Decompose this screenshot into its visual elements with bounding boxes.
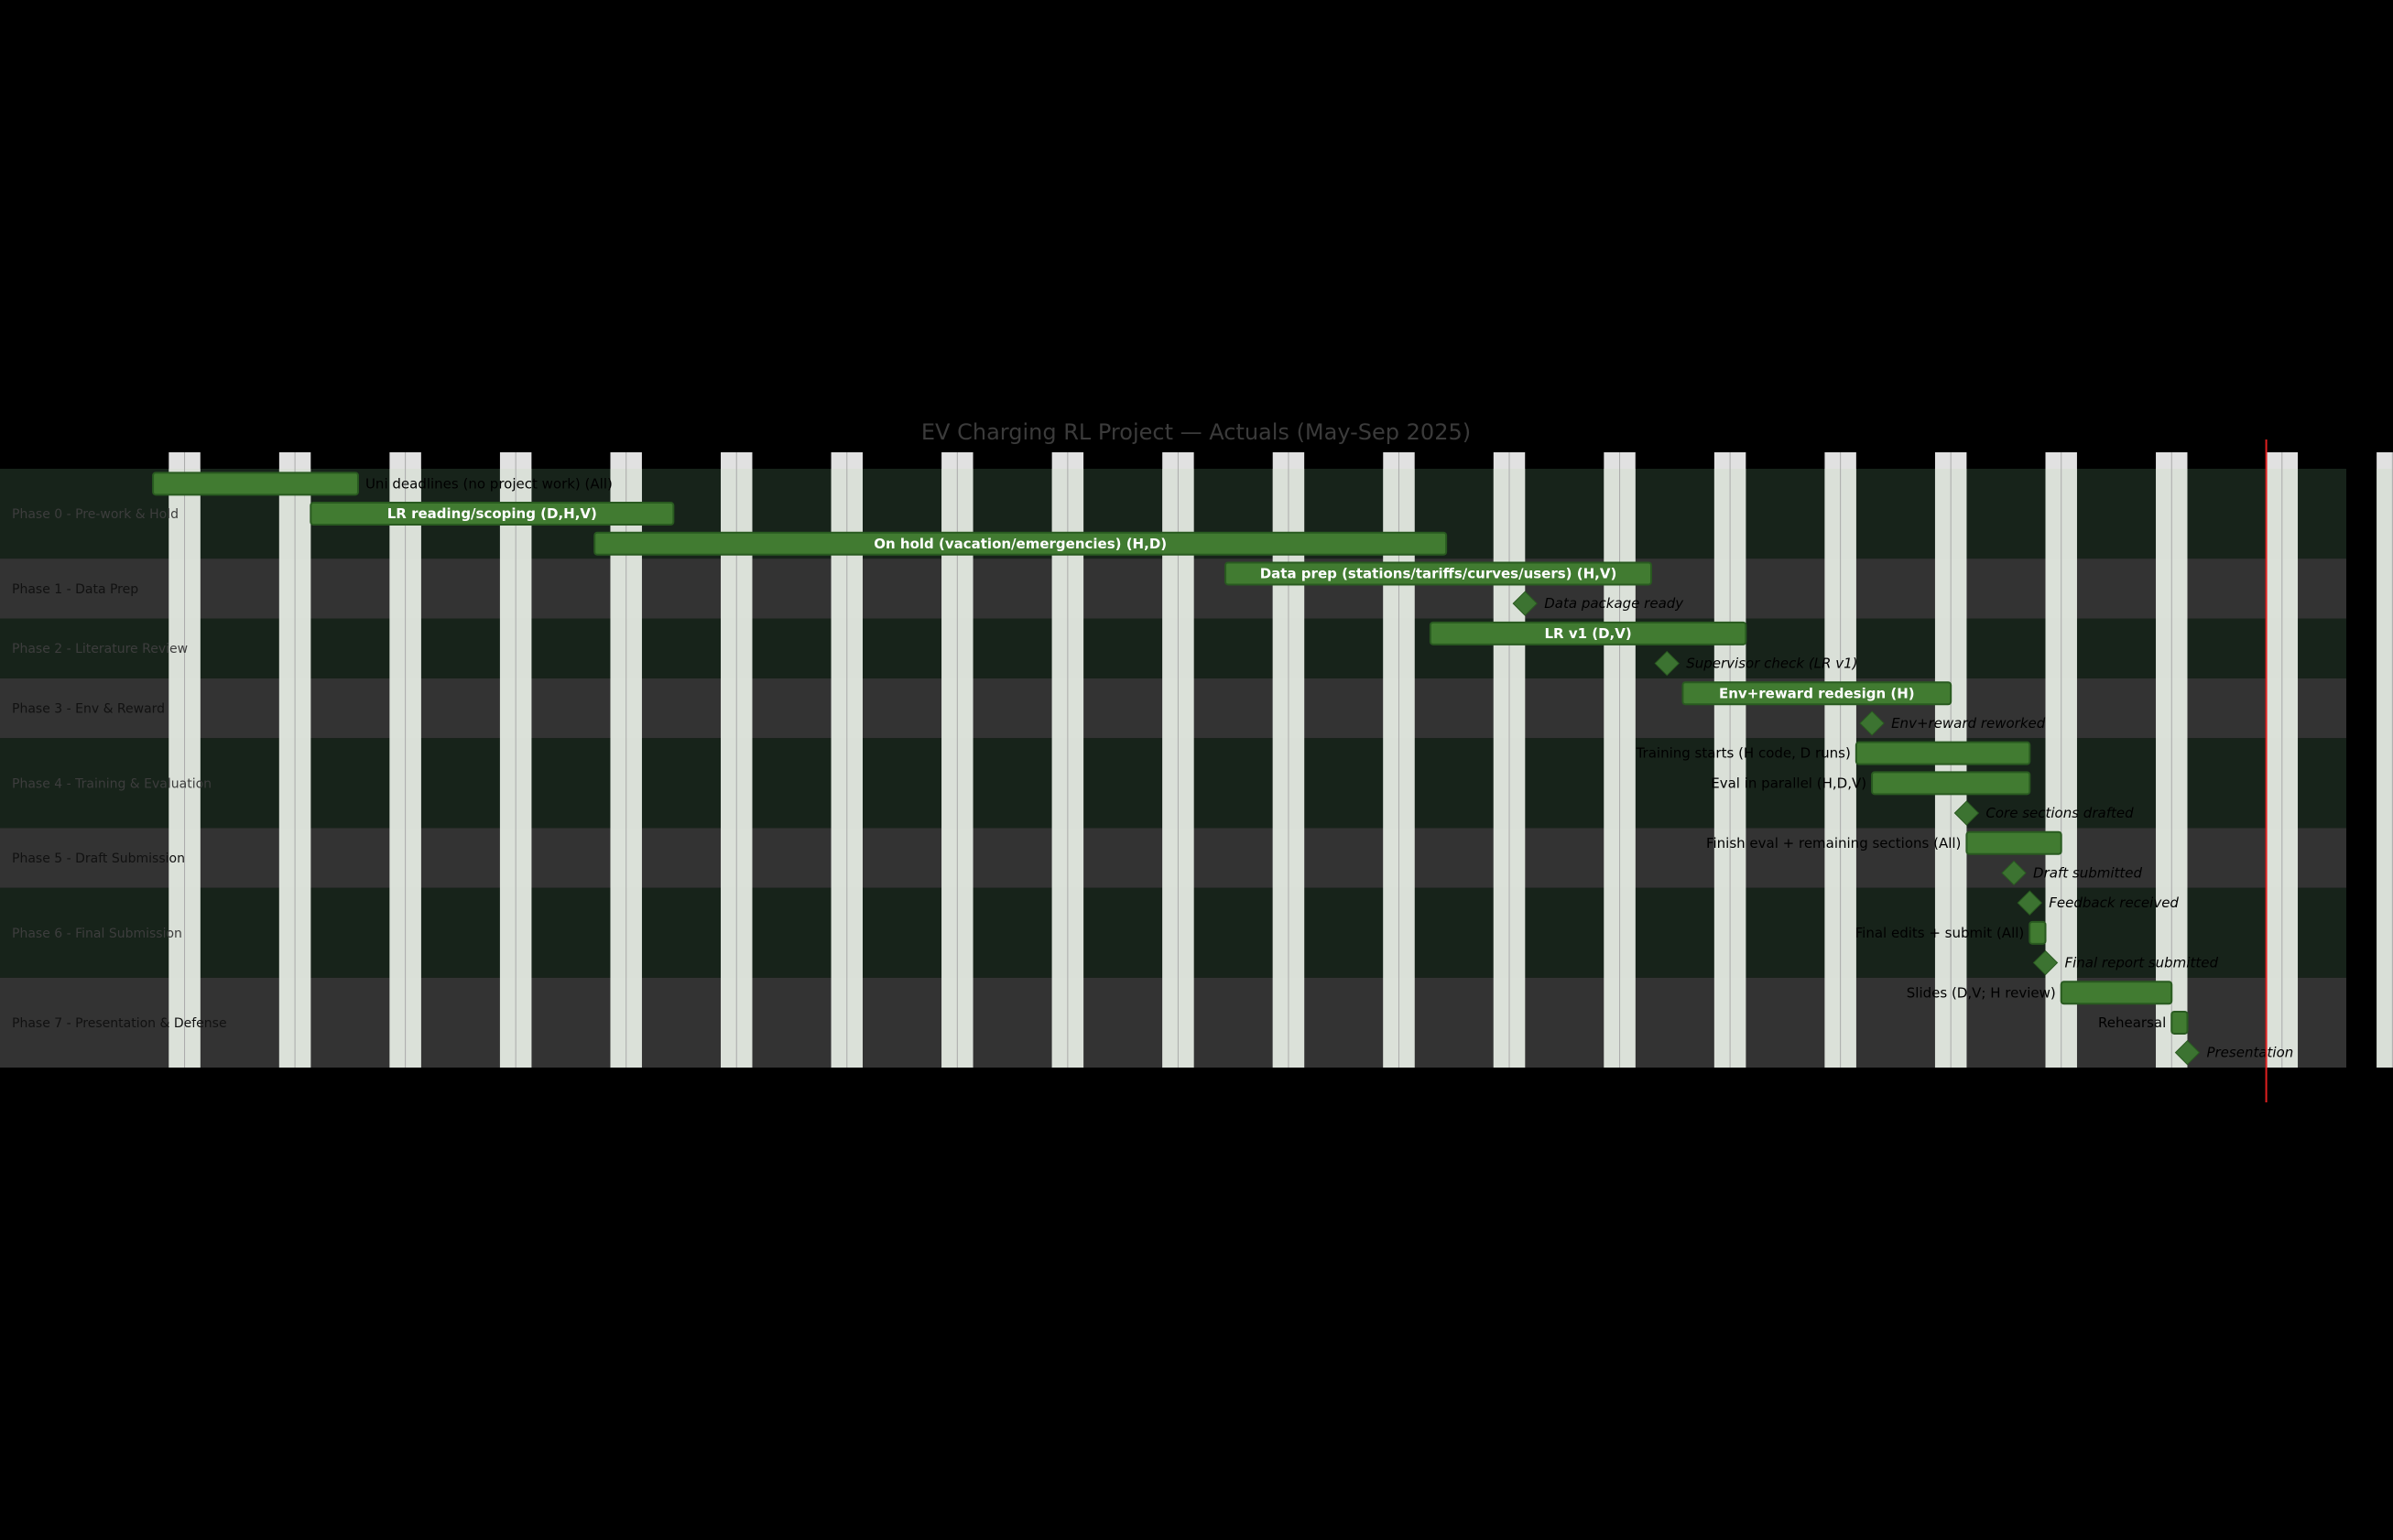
milestone-label: Feedback received bbox=[2049, 895, 2179, 912]
weekend-column bbox=[2377, 452, 2393, 1068]
task-label: Finish eval + remaining sections (All) bbox=[1705, 834, 1962, 851]
weekend-column bbox=[2156, 452, 2187, 1068]
weekend-column bbox=[389, 452, 420, 1068]
milestone-label: Supervisor check (LR v1) bbox=[1686, 655, 1858, 672]
weekend-tint bbox=[2377, 469, 2393, 1068]
section-label: Phase 6 - Final Submission bbox=[12, 926, 182, 941]
milestone-label: Env+reward reworked bbox=[1891, 714, 2046, 732]
task-label: Training starts (H code, D runs) bbox=[1636, 744, 1851, 762]
section-label: Phase 2 - Literature Review bbox=[12, 642, 189, 657]
task-bar bbox=[153, 472, 358, 494]
milestone-label: Draft submitted bbox=[2033, 864, 2143, 882]
weekend-column bbox=[500, 452, 531, 1068]
task-bar bbox=[2061, 981, 2172, 1003]
weekend-column bbox=[279, 452, 310, 1068]
chart-title: EV Charging RL Project — Actuals (May-Sep 2025) bbox=[920, 419, 1472, 445]
task-label: Data prep (stations/tariffs/curves/users) (H,V) bbox=[1259, 565, 1617, 582]
milestone-label: Presentation bbox=[2206, 1044, 2294, 1061]
task-label: Uni deadlines (no project work) (All) bbox=[364, 475, 613, 493]
milestone-label: Core sections drafted bbox=[1985, 805, 2134, 822]
task-label: Env+reward redesign (H) bbox=[1718, 685, 1915, 702]
section-label: Phase 3 - Env & Reward bbox=[12, 701, 166, 717]
task-label: On hold (vacation/emergencies) (H,D) bbox=[874, 535, 1168, 552]
weekend-column bbox=[2267, 452, 2298, 1068]
task-label: Rehearsal bbox=[2098, 1014, 2167, 1031]
milestone-label: Final report submitted bbox=[2064, 954, 2218, 971]
task-label: Eval in parallel (H,D,V) bbox=[1711, 775, 1867, 792]
task-label: Slides (D,V; H review) bbox=[1906, 984, 2056, 1002]
task-bar bbox=[1872, 772, 2029, 794]
task-bar bbox=[2171, 1012, 2187, 1034]
section-label: Phase 1 - Data Prep bbox=[12, 581, 139, 597]
task-bar bbox=[1856, 743, 2029, 765]
task-label: Final edits + submit (All) bbox=[1855, 924, 2025, 941]
weekend-column bbox=[1494, 452, 1525, 1068]
section-label: Phase 4 - Training & Evaluation bbox=[12, 776, 212, 792]
task-label: LR v1 (D,V) bbox=[1544, 624, 1632, 642]
weekend-column bbox=[2046, 452, 2077, 1068]
section-label: Phase 0 - Pre-work & Hold bbox=[12, 507, 179, 523]
milestone-label: Data package ready bbox=[1544, 595, 1684, 613]
section-label: Phase 5 - Draft Submission bbox=[12, 851, 185, 867]
task-bar bbox=[2029, 922, 2045, 944]
task-label: LR reading/scoping (D,H,V) bbox=[386, 505, 597, 523]
weekend-column bbox=[1604, 452, 1635, 1068]
task-bar bbox=[1966, 832, 2061, 854]
weekend-column bbox=[169, 452, 200, 1068]
section-label: Phase 7 - Presentation & Defense bbox=[12, 1015, 227, 1031]
